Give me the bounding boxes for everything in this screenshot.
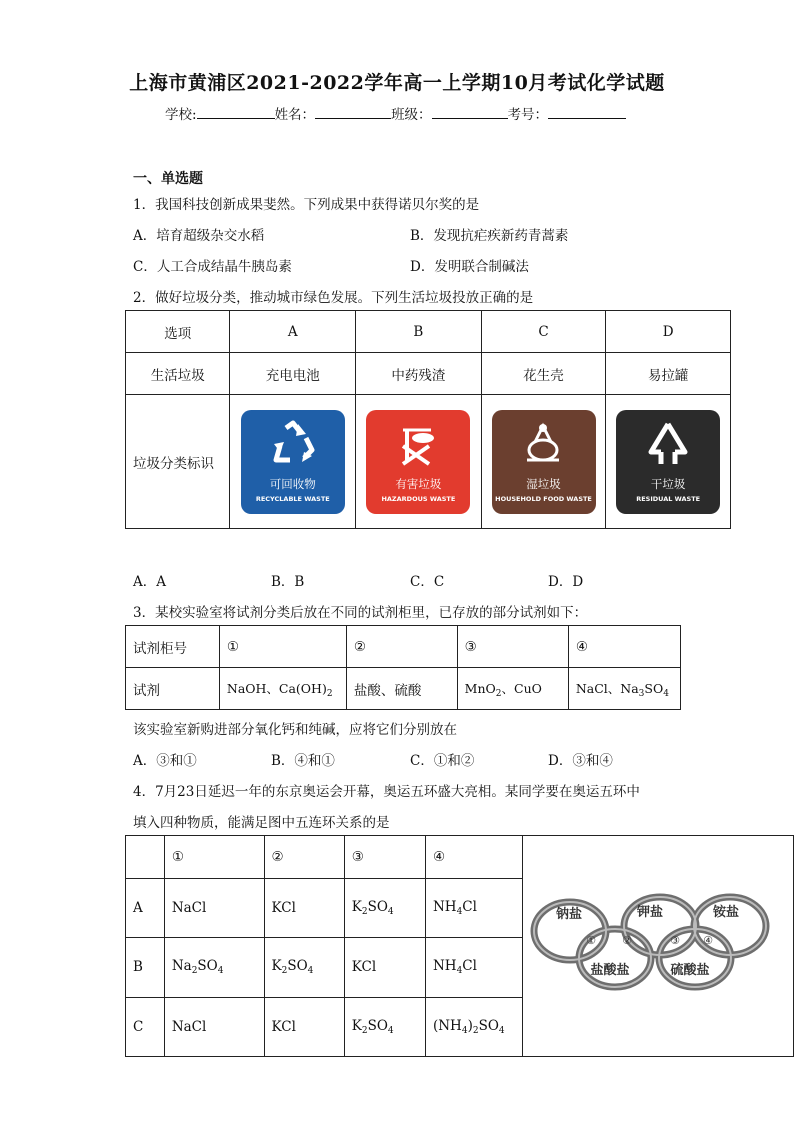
bin-label-en: RECYCLABLE WASTE [255,494,330,503]
q3-option-a[interactable]: A．③和① [133,753,197,769]
q2-option-c[interactable]: C．C [410,574,445,590]
q2-sign-d [606,395,731,529]
ring-label-ammonium: 铵盐 [712,905,740,920]
olympic-rings-figure [523,836,794,1057]
q2-sign-a [230,395,356,529]
q4-a-3: $K_2SO_4$ [344,878,425,937]
class-label: 班级： [391,107,432,123]
ring-number-2: ② [622,934,632,947]
q3-row-reagent-label: 试剂 [126,668,220,710]
q3-stem: 3．某校实验室将试剂分类后放在不同的试剂柜里，已存放的部分试剂如下： [133,605,588,621]
food-waste-icon [519,420,569,468]
q2-garbage-a: 充电电池 [230,353,356,395]
q2-stem: 2．做好垃圾分类，推动城市绿色发展。下列生活垃圾投放正确的是 [133,290,534,306]
q4-b-4: $NH_4Cl$ [425,938,522,997]
residual-bin-sign [616,410,720,514]
residual-icon [643,420,693,468]
q4-b-3: KCl [344,938,425,997]
q2-sign-b [356,395,482,529]
section-heading: 一、单选题 [133,171,203,187]
q3-reagent-4: NaCl、$Na_3SO_4$ [568,668,680,710]
q3-header-2: ② [346,626,457,668]
q4-header-3: ③ [344,836,425,879]
bin-label-cn: 可回收物 [269,476,316,491]
q4-a-2: KCl [264,878,344,937]
q3-option-b[interactable]: B．④和① [271,753,335,769]
q3-option-d[interactable]: D．③和④ [548,753,613,769]
hazardous-icon [393,420,443,468]
school-label: 学校: [165,107,197,123]
bin-label-en: HOUSEHOLD FOOD WASTE [495,494,592,503]
q4-a-1: NaCl [164,878,264,937]
q3-header-1: ① [219,626,346,668]
q2-header-c: C [481,311,606,353]
q2-header-a: A [230,311,356,353]
name-label: 姓名： [274,107,316,123]
ring-label-sulfate: 硫酸盐 [670,963,710,978]
recyclable-bin-sign [241,410,345,514]
q4-c-1: NaCl [164,997,264,1056]
ring-label-potassium: 钾盐 [636,905,664,920]
ring-number-4: ④ [703,934,713,947]
class-blank[interactable] [432,104,508,119]
ring-label-chloride: 盐酸盐 [590,963,630,978]
bin-label-en: RESIDUAL WASTE [636,494,701,503]
q2-table [125,310,731,529]
exam-no-blank[interactable] [548,104,626,119]
q4-row-a: A [126,878,165,937]
student-info [165,103,626,123]
q3-reagent-3: MnO$_2$、CuO [457,668,568,710]
bin-label-cn: 有害垃圾 [395,476,442,491]
ring-label-sodium: 钠盐 [555,907,583,922]
q3-table [125,625,681,710]
q2-option-d[interactable]: D．D [548,574,584,590]
recycle-icon [268,420,318,468]
q2-garbage-b: 中药残渣 [356,353,482,395]
food-waste-bin-sign [492,410,596,514]
q2-row-sign-label: 垃圾分类标识 [126,395,230,529]
exam-no-label: 考号： [507,107,549,123]
q4-stem-line2: 填入四种物质，能满足图中五连环关系的是 [133,815,390,831]
q1-stem: 1．我国科技创新成果斐然。下列成果中获得诺贝尔奖的是 [133,197,480,213]
q4-table [125,835,794,1057]
q3-option-c[interactable]: C．①和② [410,753,475,769]
school-blank[interactable] [197,104,275,119]
bin-label-en: HAZARDOUS WASTE [381,494,456,503]
q4-row-c: C [126,997,165,1056]
q3-header-cabinet: 试剂柜号 [126,626,220,668]
q4-header-1: ① [164,836,264,879]
q1-option-c[interactable]: C．人工合成结晶牛胰岛素 [133,259,292,275]
q2-sign-c [481,395,606,529]
q3-reagent-2: 盐酸、硫酸 [346,668,457,710]
q4-b-2: $K_2SO_4$ [264,938,344,997]
q4-c-2: KCl [264,997,344,1056]
q1-option-d[interactable]: D．发明联合制碱法 [410,259,529,275]
q4-header-4: ④ [425,836,522,879]
q4-stem-line1: 4．7月23日延迟一年的东京奥运会开幕，奥运五环盛大亮相。某同学要在奥运五环中 [133,784,640,800]
bin-label-cn: 湿垃圾 [526,476,561,491]
q3-header-3: ③ [457,626,568,668]
q2-garbage-d: 易拉罐 [606,353,731,395]
q3-header-4: ④ [568,626,680,668]
hazardous-bin-sign [366,410,470,514]
page-title: 上海市黄浦区2021-2022学年高一上学期10月考试化学试题 [129,72,665,94]
q2-header-d: D [606,311,731,353]
q3-reagent-1: NaOH、$Ca(OH)_2$ [219,668,346,710]
ring-number-3: ③ [670,934,680,947]
ring-number-1: ① [586,934,596,947]
q3-followup: 该实验室新购进部分氧化钙和纯碱，应将它们分别放在 [133,722,457,738]
q2-row-garbage-label: 生活垃圾 [126,353,230,395]
q4-header-blank [126,836,165,879]
bin-label-cn: 干垃圾 [650,476,686,491]
q4-row-b: B [126,938,165,997]
q4-c-3: $K_2SO_4$ [344,997,425,1056]
q4-b-1: $Na_2SO_4$ [164,938,264,997]
q2-header-b: B [356,311,482,353]
olympic-rings-diagram [523,836,793,1052]
q4-c-4: $(NH_4)_2SO_4$ [425,997,522,1056]
q1-option-a[interactable]: A．培育超级杂交水稻 [133,228,265,244]
name-blank[interactable] [315,104,391,119]
q2-garbage-c: 花生壳 [481,353,606,395]
q2-option-b[interactable]: B．B [271,574,305,590]
q2-header-option: 选项 [126,311,230,353]
q4-header-2: ② [264,836,344,879]
q2-option-a[interactable]: A．A [133,574,166,590]
q4-a-4: $NH_4Cl$ [425,878,522,937]
q1-option-b[interactable]: B．发现抗疟疾新药青蒿素 [410,228,569,244]
